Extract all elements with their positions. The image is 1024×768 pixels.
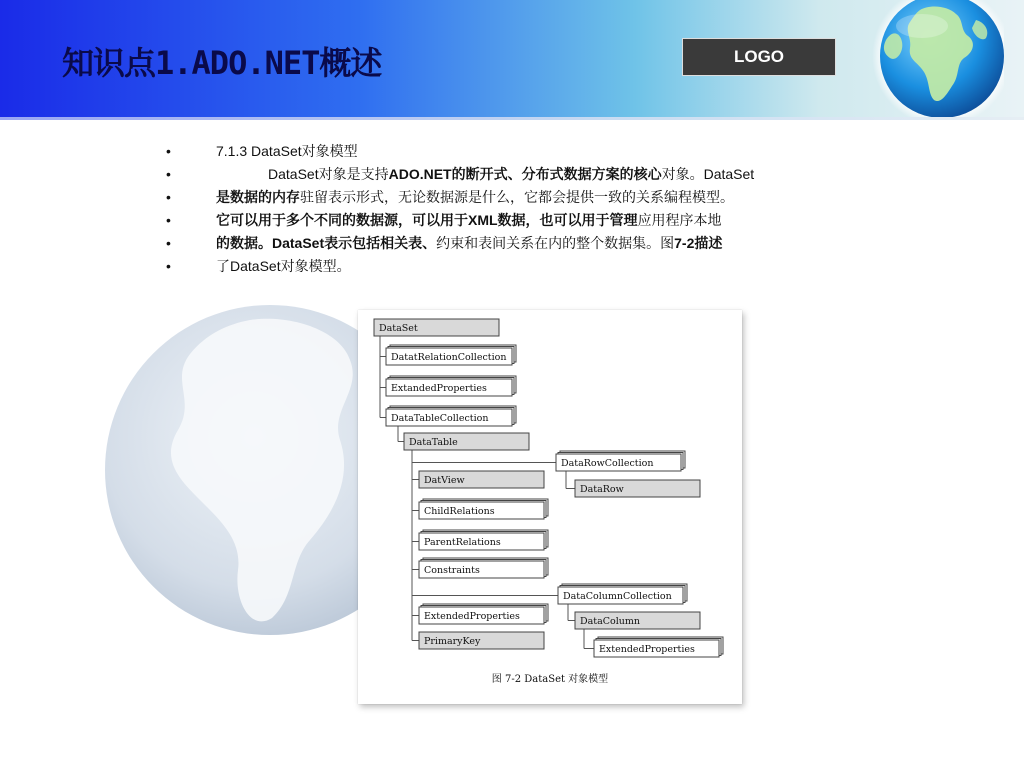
text-segment: 是数据的内存 [216, 189, 300, 205]
diagram-node-datatable [404, 433, 529, 450]
diagram-node-rowcoll [556, 451, 685, 471]
diagram-node-extprop2 [419, 604, 548, 624]
bullet-text [216, 140, 358, 163]
text-segment: 7.1.3 DataSet对象模型 [216, 143, 358, 159]
bullet-text [216, 209, 722, 232]
diagram-node-extprop1 [386, 376, 516, 396]
node-label: ExtendedProperties [424, 611, 520, 622]
bullet-marker: • [166, 189, 171, 205]
node-label: DatView [424, 475, 465, 486]
text-segment: 它可以用于多个不同的数据源，可以用于XML数据，也可以用于管理 [216, 212, 638, 228]
bullet-line [160, 186, 880, 209]
node-label: ChildRelations [424, 506, 495, 517]
slide-title: 知识点1.ADO.NET概述 [62, 44, 382, 82]
diagram-node-dataview [419, 471, 544, 488]
diagram-node-childrel [419, 499, 548, 519]
text-segment: ADO.NET的断开式、分布式数据方案的核心 [388, 166, 662, 182]
bullet-line [160, 255, 880, 278]
diagram-node-dataset [374, 319, 499, 336]
text-segment: 的数据。DataSet表示包括相关表、 [216, 235, 437, 251]
diagram-node-parentrel [419, 530, 548, 550]
text-segment: DataSet对象是支持 [268, 166, 389, 182]
node-label: DatatRelationCollection [391, 352, 507, 363]
bullet-line [160, 140, 880, 163]
text-segment: 应用程序本地 [637, 212, 722, 228]
diagram-node-datarow [575, 480, 700, 497]
bullet-text [216, 232, 722, 255]
bullet-marker: • [166, 143, 171, 159]
text-segment: 了DataSet [216, 258, 281, 274]
bullet-text [216, 186, 734, 209]
node-label: DataRowCollection [561, 458, 654, 469]
text-segment: 约束和表间关系在内的整个数据集。图 [436, 235, 675, 251]
bullet-line [160, 209, 880, 232]
text-segment: 7-2描述 [674, 235, 723, 251]
logo-placeholder: LOGO [682, 38, 836, 76]
node-label: DataRow [580, 484, 624, 495]
node-label: DataTableCollection [391, 413, 489, 424]
dataset-object-model-figure [358, 310, 742, 704]
node-label: ParentRelations [424, 537, 501, 548]
diagram-node-primarykey [419, 632, 544, 649]
node-label: ExtandedProperties [391, 383, 487, 394]
bullet-marker: • [166, 166, 171, 182]
node-label: DataTable [409, 437, 458, 448]
bullet-marker: • [166, 212, 171, 228]
diagram-node-extprop3 [594, 637, 723, 657]
diagram-node-tablecoll [386, 406, 516, 426]
bullet-marker: • [166, 258, 171, 274]
globe-icon [856, 0, 1004, 120]
node-label: PrimaryKey [424, 636, 481, 647]
diagram-node-colcoll [558, 584, 687, 604]
slide-header [0, 0, 1024, 120]
text-segment: 驻留表示形式，无论数据源是什么，它都会提供一致的关系编程模型。 [300, 189, 734, 205]
node-label: Constraints [424, 565, 480, 576]
bullet-marker: • [166, 235, 171, 251]
bullet-text [216, 255, 351, 278]
body-text [160, 140, 880, 278]
dataset-diagram [358, 310, 742, 670]
bullet-line [160, 163, 880, 186]
bullet-text [268, 163, 754, 186]
text-segment: 对象模型。 [280, 258, 351, 274]
figure-caption: 图 7-2 DataSet 对象模型 [491, 674, 609, 685]
diagram-node-datacolumn [575, 612, 700, 629]
node-label: DataColumnCollection [563, 591, 672, 602]
bullet-line [160, 232, 880, 255]
node-label: DataColumn [580, 616, 641, 627]
node-label: ExtendedProperties [599, 644, 695, 655]
text-segment: 对象。DataSet [661, 166, 755, 182]
node-label: DataSet [379, 323, 418, 334]
diagram-node-relcoll [386, 345, 516, 365]
diagram-node-constraints [419, 558, 548, 578]
